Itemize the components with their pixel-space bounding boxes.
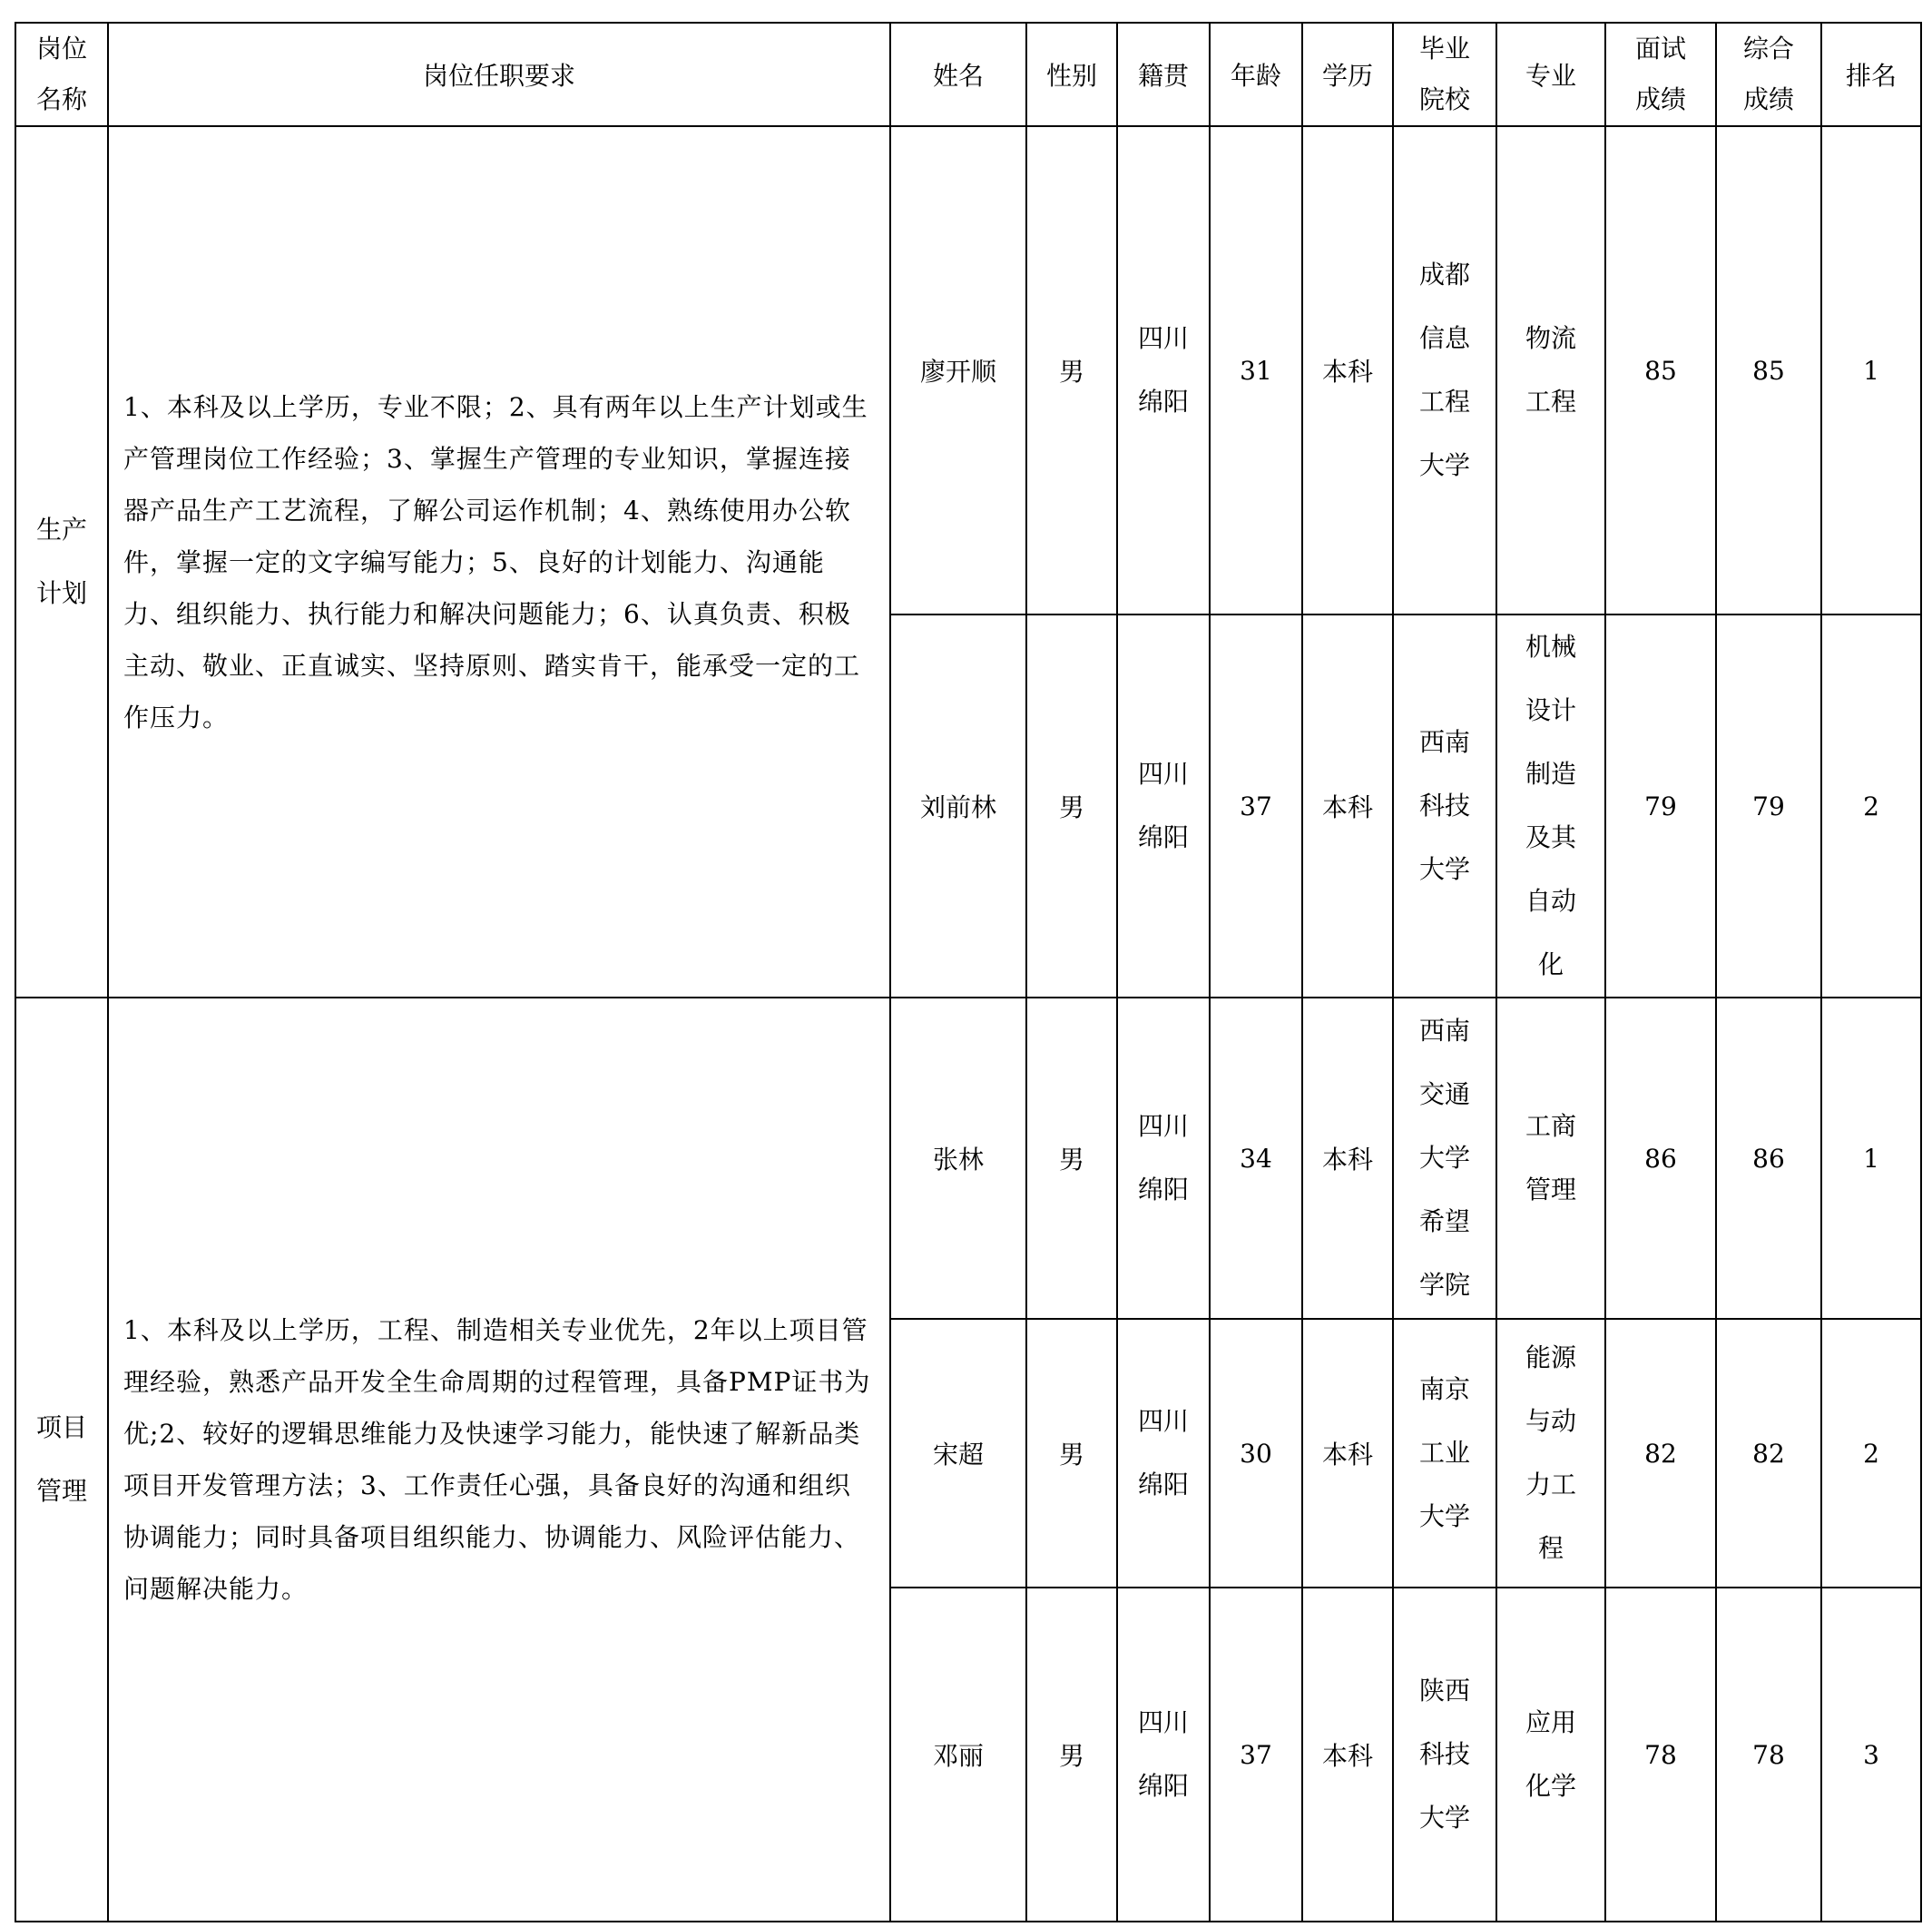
gender-cell: 男	[1026, 998, 1117, 1319]
rank-cell: 2	[1821, 1319, 1921, 1588]
header-total-score: 综合 成绩	[1716, 23, 1821, 126]
rank-cell: 3	[1821, 1588, 1921, 1922]
requirements-cell: 1、本科及以上学历，工程、制造相关专业优先，2年以上项目管理经验，熟悉产品开发全生命周期的过程管理，具备PMP证书为优;2、较好的逻辑思维能力及快速学习能力，能快速了解新品类项目开发管理方法；3、工作责任心强，具备良好的沟通和组织协调能力；同时具备项目组织能力、协调能力、风险评估能力、问题解决能力。	[108, 998, 890, 1922]
header-native-place: 籍贯	[1117, 23, 1210, 126]
name-cell: 邓丽	[890, 1588, 1026, 1922]
interview-score-cell: 82	[1605, 1319, 1716, 1588]
total-score-cell: 78	[1716, 1588, 1821, 1922]
age-cell: 30	[1210, 1319, 1302, 1588]
native-place-cell: 四川 绵阳	[1117, 1319, 1210, 1588]
total-score-cell: 82	[1716, 1319, 1821, 1588]
header-rank: 排名	[1821, 23, 1921, 126]
age-cell: 34	[1210, 998, 1302, 1319]
total-score-cell: 79	[1716, 614, 1821, 998]
rank-cell: 1	[1821, 998, 1921, 1319]
education-cell: 本科	[1302, 1588, 1393, 1922]
header-gender: 性别	[1026, 23, 1117, 126]
position-cell: 项目 管理	[15, 998, 108, 1922]
major-cell: 应用 化学	[1496, 1588, 1605, 1922]
table-row	[15, 126, 1921, 614]
recruitment-table	[15, 22, 1922, 1922]
school-cell: 西南 科技 大学	[1393, 614, 1496, 998]
age-cell: 37	[1210, 614, 1302, 998]
gender-cell: 男	[1026, 126, 1117, 614]
header-education: 学历	[1302, 23, 1393, 126]
interview-score-cell: 86	[1605, 998, 1716, 1319]
native-place-cell: 四川 绵阳	[1117, 998, 1210, 1319]
header-major: 专业	[1496, 23, 1605, 126]
header-requirements: 岗位任职要求	[108, 23, 890, 126]
rank-cell: 2	[1821, 614, 1921, 998]
native-place-cell: 四川 绵阳	[1117, 1588, 1210, 1922]
name-cell: 张林	[890, 998, 1026, 1319]
native-place-cell: 四川 绵阳	[1117, 126, 1210, 614]
header-row	[15, 23, 1921, 126]
rank-cell: 1	[1821, 126, 1921, 614]
interview-score-cell: 79	[1605, 614, 1716, 998]
header-interview-score: 面试 成绩	[1605, 23, 1716, 126]
name-cell: 廖开顺	[890, 126, 1026, 614]
education-cell: 本科	[1302, 998, 1393, 1319]
education-cell: 本科	[1302, 614, 1393, 998]
age-cell: 31	[1210, 126, 1302, 614]
position-cell: 生产 计划	[15, 126, 108, 998]
school-cell: 西南 交通 大学 希望 学院	[1393, 998, 1496, 1319]
native-place-cell: 四川 绵阳	[1117, 614, 1210, 998]
requirements-cell: 1、本科及以上学历，专业不限；2、具有两年以上生产计划或生产管理岗位工作经验；3、掌握生产管理的专业知识，掌握连接器产品生产工艺流程，了解公司运作机制；4、熟练使用办公软件，掌握一定的文字编写能力；5、良好的计划能力、沟通能力、组织能力、执行能力和解决问题能力；6、认真负责、积极主动、敬业、正直诚实、坚持原则、踏实肯干，能承受一定的工作压力。	[108, 126, 890, 998]
gender-cell: 男	[1026, 1588, 1117, 1922]
major-cell: 工商 管理	[1496, 998, 1605, 1319]
table-row	[15, 998, 1921, 1319]
age-cell: 37	[1210, 1588, 1302, 1922]
gender-cell: 男	[1026, 1319, 1117, 1588]
header-school: 毕业 院校	[1393, 23, 1496, 126]
education-cell: 本科	[1302, 1319, 1393, 1588]
major-cell: 能源 与动 力工 程	[1496, 1319, 1605, 1588]
header-position: 岗位 名称	[15, 23, 108, 126]
name-cell: 刘前林	[890, 614, 1026, 998]
interview-score-cell: 78	[1605, 1588, 1716, 1922]
total-score-cell: 85	[1716, 126, 1821, 614]
school-cell: 成都 信息 工程 大学	[1393, 126, 1496, 614]
header-age: 年龄	[1210, 23, 1302, 126]
name-cell: 宋超	[890, 1319, 1026, 1588]
school-cell: 南京 工业 大学	[1393, 1319, 1496, 1588]
gender-cell: 男	[1026, 614, 1117, 998]
header-name: 姓名	[890, 23, 1026, 126]
interview-score-cell: 85	[1605, 126, 1716, 614]
major-cell: 机械 设计 制造 及其 自动 化	[1496, 614, 1605, 998]
school-cell: 陕西 科技 大学	[1393, 1588, 1496, 1922]
education-cell: 本科	[1302, 126, 1393, 614]
major-cell: 物流 工程	[1496, 126, 1605, 614]
total-score-cell: 86	[1716, 998, 1821, 1319]
